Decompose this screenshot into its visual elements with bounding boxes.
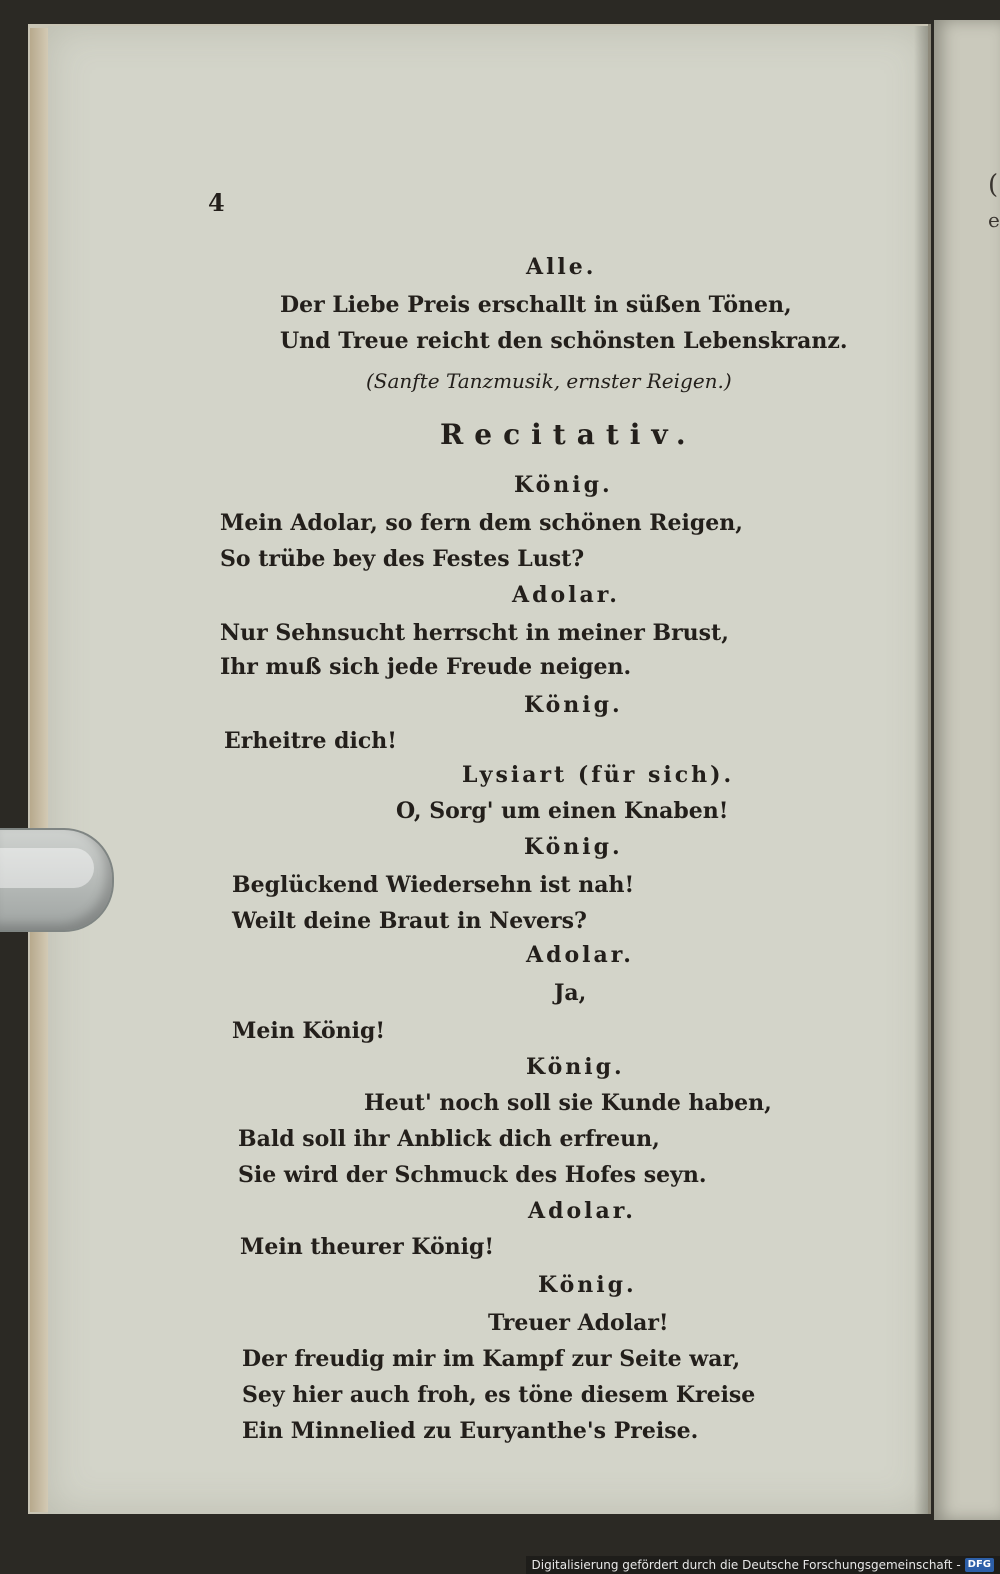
verse-line: Erheitre dich! — [224, 728, 397, 754]
speaker-koenig: König. — [514, 472, 613, 498]
verse-line: Nur Sehnsucht herrscht in meiner Brust, — [220, 620, 729, 646]
verse-line: Ja, — [554, 980, 587, 1006]
speaker-adolar: Adolar. — [512, 582, 620, 608]
speaker-alle: Alle. — [526, 254, 597, 280]
verse-line: Mein Adolar, so fern dem schönen Reigen, — [220, 510, 743, 536]
verse-line: Mein König! — [232, 1018, 386, 1044]
verse-line: Treuer Adolar! — [488, 1310, 669, 1336]
speaker-koenig: König. — [524, 834, 623, 860]
credit-text: Digitalisierung gefördert durch die Deutsche Forschungsgemeinschaft - — [531, 1558, 961, 1572]
speaker-adolar: Adolar. — [526, 942, 634, 968]
book-page — [48, 26, 928, 1514]
speaker-koenig: König. — [526, 1054, 625, 1080]
verse-line: Weilt deine Braut in Nevers? — [232, 908, 587, 934]
verse-line: Sie wird der Schmuck des Hofes seyn. — [238, 1162, 707, 1188]
verse-line: Der freudig mir im Kampf zur Seite war, — [242, 1346, 741, 1372]
verse-line: Beglückend Wiedersehn ist nah! — [232, 872, 635, 898]
speaker-koenig: König. — [538, 1272, 637, 1298]
verse-line: So trübe bey des Festes Lust? — [220, 546, 585, 572]
digitization-credit — [526, 1556, 1000, 1574]
verse-line: Ein Minnelied zu Euryanthe's Preise. — [242, 1418, 699, 1444]
verse-line: Und Treue reicht den schönsten Lebenskranz. — [280, 328, 848, 354]
verse-line: Ihr muß sich jede Freude neigen. — [220, 654, 632, 680]
speaker-adolar: Adolar. — [528, 1198, 636, 1224]
dfg-logo-icon: DFG — [965, 1558, 994, 1572]
speaker-lysiart: Lysiart (für sich). — [462, 762, 735, 788]
page-number: 4 — [208, 188, 225, 217]
speaker-koenig: König. — [524, 692, 623, 718]
verse-line: O, Sorg' um einen Knaben! — [396, 798, 729, 824]
next-page-fragment: e — [988, 208, 1000, 232]
binding-clip — [0, 828, 114, 932]
next-page-fragment: ( — [988, 170, 999, 200]
verse-line: Der Liebe Preis erschallt in süßen Tönen, — [280, 292, 792, 318]
next-page-edge — [934, 20, 1000, 1520]
verse-line: Mein theurer König! — [240, 1234, 495, 1260]
verse-line: Bald soll ihr Anblick dich erfreun, — [238, 1126, 660, 1152]
verse-line: Sey hier auch froh, es töne diesem Kreise — [242, 1382, 756, 1408]
verse-line: Heut' noch soll sie Kunde haben, — [364, 1090, 772, 1116]
stage-direction: (Sanfte Tanzmusik, ernster Reigen.) — [366, 369, 732, 393]
section-heading: Recitativ. — [440, 418, 697, 451]
